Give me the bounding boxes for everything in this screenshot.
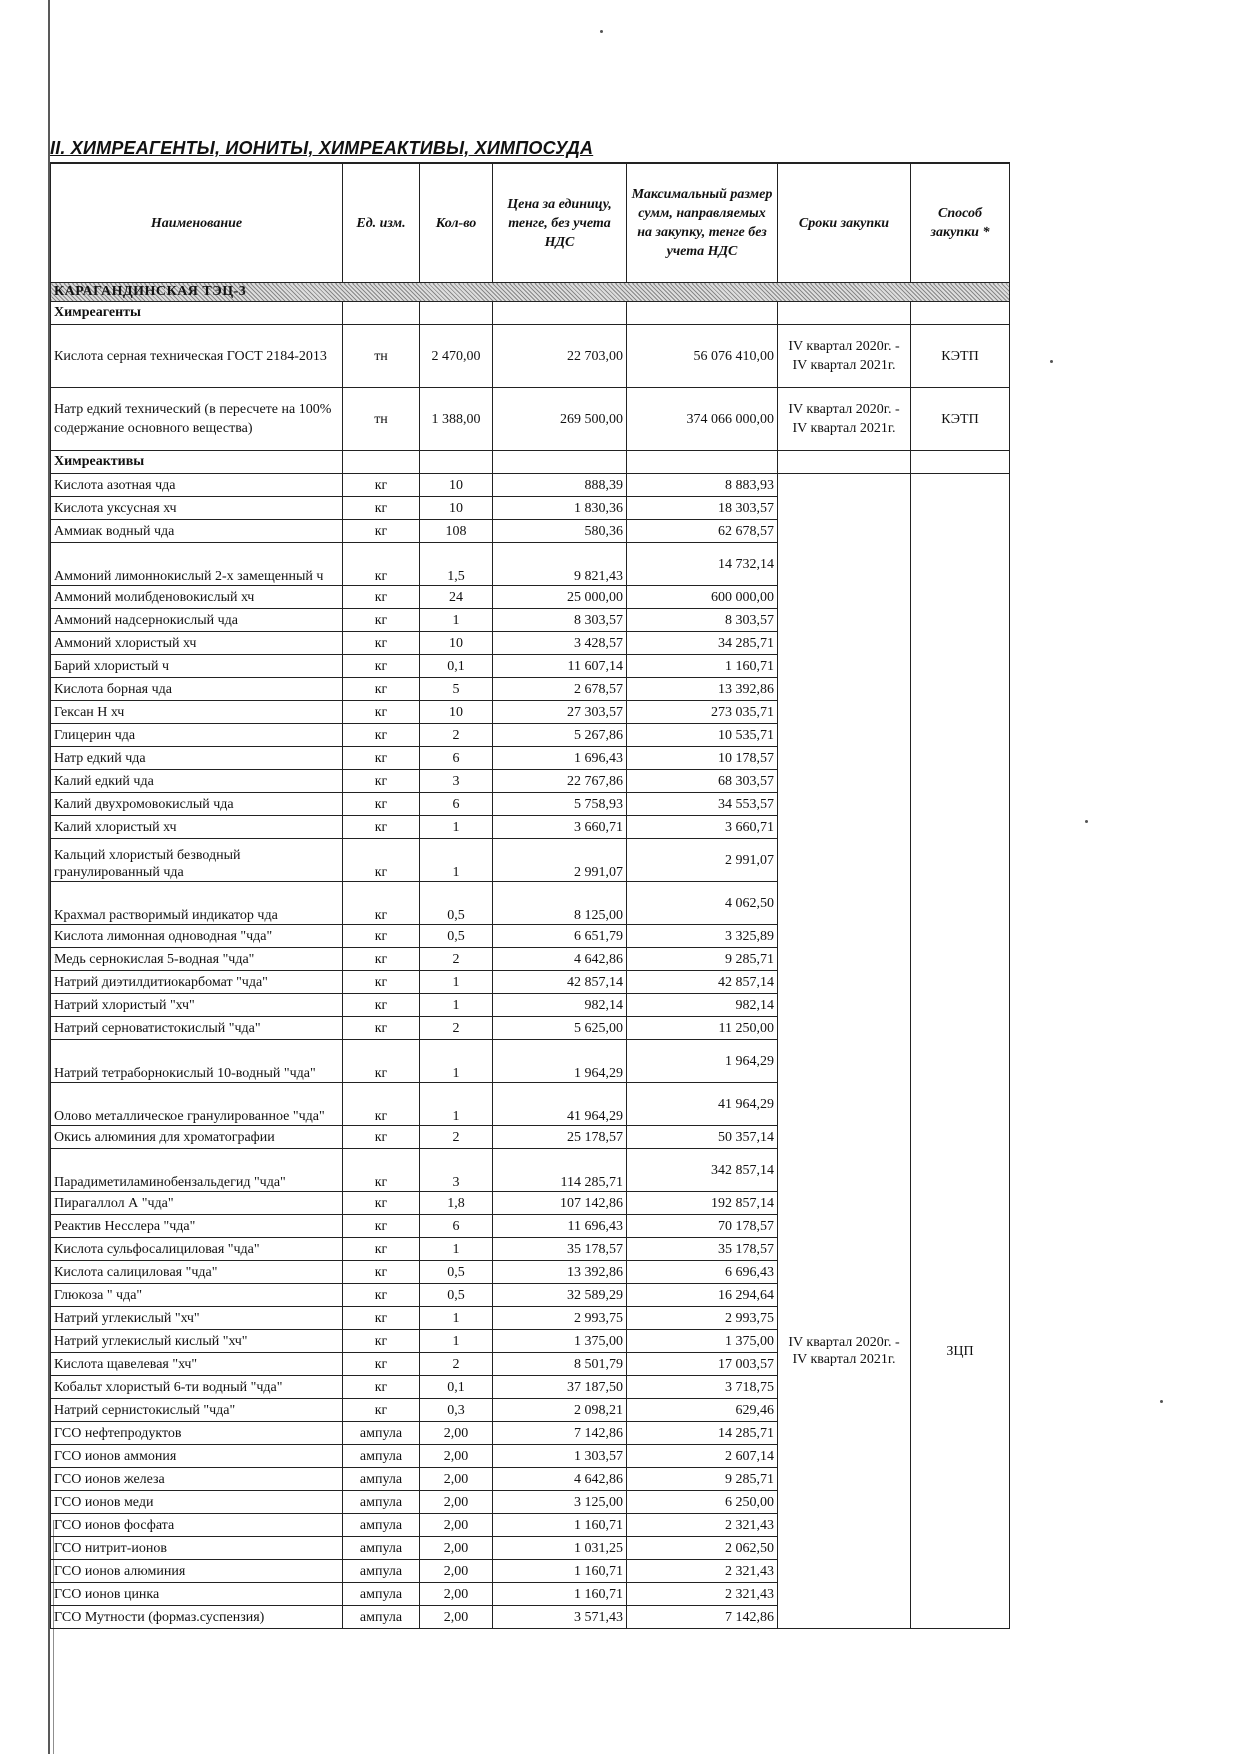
item-unit: кг bbox=[343, 971, 420, 994]
header-price: Цена за единицу, тенге, без учета НДС bbox=[493, 163, 627, 283]
item-price: 1 160,71 bbox=[493, 1514, 627, 1537]
item-price: 114 285,71 bbox=[493, 1149, 627, 1192]
item-qty: 1 bbox=[420, 994, 493, 1017]
item-price: 888,39 bbox=[493, 474, 627, 497]
item-name: Кальций хлористый безводный гранулированный чда bbox=[51, 839, 343, 882]
item-unit: кг bbox=[343, 609, 420, 632]
item-price: 4 642,86 bbox=[493, 1468, 627, 1491]
item-qty: 0,1 bbox=[420, 655, 493, 678]
item-price: 269 500,00 bbox=[493, 388, 627, 451]
item-unit: кг bbox=[343, 543, 420, 586]
item-qty: 3 bbox=[420, 770, 493, 793]
item-unit: кг bbox=[343, 1376, 420, 1399]
item-total: 34 553,57 bbox=[627, 793, 778, 816]
procurement-table bbox=[50, 162, 1010, 1629]
item-qty: 1 bbox=[420, 1083, 493, 1126]
item-total: 9 285,71 bbox=[627, 1468, 778, 1491]
item-unit: кг bbox=[343, 1353, 420, 1376]
item-qty: 1 bbox=[420, 609, 493, 632]
item-unit: кг bbox=[343, 520, 420, 543]
item-unit: тн bbox=[343, 325, 420, 388]
item-total: 3 718,75 bbox=[627, 1376, 778, 1399]
item-name: ГСО ионов алюминия bbox=[51, 1560, 343, 1583]
item-price: 3 660,71 bbox=[493, 816, 627, 839]
scan-speck bbox=[1160, 1400, 1163, 1403]
item-unit: ампула bbox=[343, 1537, 420, 1560]
item-total: 600 000,00 bbox=[627, 586, 778, 609]
item-total: 42 857,14 bbox=[627, 971, 778, 994]
item-qty: 5 bbox=[420, 678, 493, 701]
item-name: Натрий углекислый кислый "хч" bbox=[51, 1330, 343, 1353]
item-price: 5 625,00 bbox=[493, 1017, 627, 1040]
table-row bbox=[51, 388, 1010, 451]
item-price: 5 758,93 bbox=[493, 793, 627, 816]
item-qty: 1,8 bbox=[420, 1192, 493, 1215]
item-price: 6 651,79 bbox=[493, 925, 627, 948]
item-price: 580,36 bbox=[493, 520, 627, 543]
item-price: 22 703,00 bbox=[493, 325, 627, 388]
item-total: 62 678,57 bbox=[627, 520, 778, 543]
item-unit: ампула bbox=[343, 1606, 420, 1629]
item-total: 2 062,50 bbox=[627, 1537, 778, 1560]
item-name: ГСО нефтепродуктов bbox=[51, 1422, 343, 1445]
header-name: Наименование bbox=[51, 163, 343, 283]
item-price: 37 187,50 bbox=[493, 1376, 627, 1399]
item-unit: кг bbox=[343, 994, 420, 1017]
header-max-sum: Максимальный размер сумм, направляемых на закупку, тенге без учета НДС bbox=[627, 163, 778, 283]
item-qty: 2,00 bbox=[420, 1606, 493, 1629]
item-name: ГСО Мутности (формаз.суспензия) bbox=[51, 1606, 343, 1629]
item-total: 273 035,71 bbox=[627, 701, 778, 724]
item-total: 1 964,29 bbox=[627, 1040, 778, 1083]
item-name: Аммиак водный чда bbox=[51, 520, 343, 543]
item-unit: ампула bbox=[343, 1491, 420, 1514]
item-qty: 6 bbox=[420, 747, 493, 770]
item-qty: 2 bbox=[420, 1353, 493, 1376]
item-total: 6 696,43 bbox=[627, 1261, 778, 1284]
item-name: Натр едкий чда bbox=[51, 747, 343, 770]
item-name: Кислота борная чда bbox=[51, 678, 343, 701]
item-name: ГСО ионов цинка bbox=[51, 1583, 343, 1606]
item-total: 6 250,00 bbox=[627, 1491, 778, 1514]
item-qty: 0,1 bbox=[420, 1376, 493, 1399]
item-price: 3 428,57 bbox=[493, 632, 627, 655]
item-name: Кобальт хлористый 6-ти водный "чда" bbox=[51, 1376, 343, 1399]
item-qty: 3 bbox=[420, 1149, 493, 1192]
item-price: 1 375,00 bbox=[493, 1330, 627, 1353]
item-unit: кг bbox=[343, 1307, 420, 1330]
item-unit: кг bbox=[343, 474, 420, 497]
item-qty: 2 bbox=[420, 1017, 493, 1040]
item-name: Натрий углекислый "хч" bbox=[51, 1307, 343, 1330]
item-unit: кг bbox=[343, 882, 420, 925]
item-total: 68 303,57 bbox=[627, 770, 778, 793]
item-unit: кг bbox=[343, 839, 420, 882]
item-name: ГСО ионов железа bbox=[51, 1468, 343, 1491]
item-unit: кг bbox=[343, 655, 420, 678]
item-unit: кг bbox=[343, 1040, 420, 1083]
scan-speck bbox=[1050, 360, 1053, 363]
item-method: КЭТП bbox=[911, 325, 1010, 388]
item-price: 42 857,14 bbox=[493, 971, 627, 994]
item-unit: кг bbox=[343, 632, 420, 655]
item-unit: кг bbox=[343, 724, 420, 747]
item-qty: 2 bbox=[420, 1126, 493, 1149]
item-name: Окись алюминия для хроматографии bbox=[51, 1126, 343, 1149]
section-label: Химреагенты bbox=[51, 302, 343, 325]
item-price: 8 125,00 bbox=[493, 882, 627, 925]
item-qty: 0,5 bbox=[420, 1261, 493, 1284]
item-name: Олово металлическое гранулированное "чда" bbox=[51, 1083, 343, 1126]
item-total: 56 076 410,00 bbox=[627, 325, 778, 388]
item-unit: кг bbox=[343, 497, 420, 520]
item-unit: кг bbox=[343, 586, 420, 609]
item-unit: ампула bbox=[343, 1445, 420, 1468]
item-total: 10 535,71 bbox=[627, 724, 778, 747]
section-title: II. ХИМРЕАГЕНТЫ, ИОНИТЫ, ХИМРЕАКТИВЫ, ХИМПОСУДА bbox=[50, 138, 594, 158]
item-name: Натрий хлористый "хч" bbox=[51, 994, 343, 1017]
item-name: Гексан Н хч bbox=[51, 701, 343, 724]
table-row bbox=[51, 474, 1010, 497]
item-name: Кислота щавелевая "хч" bbox=[51, 1353, 343, 1376]
item-price: 1 160,71 bbox=[493, 1560, 627, 1583]
item-qty: 2 470,00 bbox=[420, 325, 493, 388]
item-qty: 0,5 bbox=[420, 925, 493, 948]
item-name: Глицерин чда bbox=[51, 724, 343, 747]
item-unit: кг bbox=[343, 1330, 420, 1353]
item-name: Кислота азотная чда bbox=[51, 474, 343, 497]
section-row bbox=[51, 451, 1010, 474]
item-total: 3 660,71 bbox=[627, 816, 778, 839]
item-total: 18 303,57 bbox=[627, 497, 778, 520]
item-qty: 1 bbox=[420, 1307, 493, 1330]
item-price: 8 501,79 bbox=[493, 1353, 627, 1376]
item-total: 2 607,14 bbox=[627, 1445, 778, 1468]
item-unit: кг bbox=[343, 1238, 420, 1261]
group-row bbox=[51, 283, 1010, 302]
item-price: 11 696,43 bbox=[493, 1215, 627, 1238]
item-name: Натрий тетраборнокислый 10-водный "чда" bbox=[51, 1040, 343, 1083]
item-price: 1 031,25 bbox=[493, 1537, 627, 1560]
item-qty: 2,00 bbox=[420, 1583, 493, 1606]
item-name: Аммоний хлористый хч bbox=[51, 632, 343, 655]
scan-speck bbox=[600, 30, 603, 33]
item-price: 4 642,86 bbox=[493, 948, 627, 971]
item-total: 3 325,89 bbox=[627, 925, 778, 948]
item-total: 14 285,71 bbox=[627, 1422, 778, 1445]
item-total: 14 732,14 bbox=[627, 543, 778, 586]
item-qty: 2,00 bbox=[420, 1468, 493, 1491]
item-name: Калий едкий чда bbox=[51, 770, 343, 793]
item-total: 35 178,57 bbox=[627, 1238, 778, 1261]
item-qty: 0,5 bbox=[420, 1284, 493, 1307]
item-name: ГСО нитрит-ионов bbox=[51, 1537, 343, 1560]
item-price: 41 964,29 bbox=[493, 1083, 627, 1126]
reactives-terms: IV квартал 2020г. - IV квартал 2021г. bbox=[778, 474, 911, 1629]
item-unit: кг bbox=[343, 1126, 420, 1149]
item-unit: кг bbox=[343, 1215, 420, 1238]
item-unit: ампула bbox=[343, 1468, 420, 1491]
item-unit: кг bbox=[343, 1149, 420, 1192]
item-qty: 10 bbox=[420, 497, 493, 520]
item-total: 10 178,57 bbox=[627, 747, 778, 770]
item-total: 34 285,71 bbox=[627, 632, 778, 655]
item-name: Кислота сульфосалициловая "чда" bbox=[51, 1238, 343, 1261]
item-price: 1 964,29 bbox=[493, 1040, 627, 1083]
item-unit: кг bbox=[343, 793, 420, 816]
item-unit: ампула bbox=[343, 1583, 420, 1606]
item-unit: кг bbox=[343, 1399, 420, 1422]
header-unit: Ед. изм. bbox=[343, 163, 420, 283]
item-price: 107 142,86 bbox=[493, 1192, 627, 1215]
item-method: КЭТП bbox=[911, 388, 1010, 451]
item-qty: 1 bbox=[420, 816, 493, 839]
item-total: 342 857,14 bbox=[627, 1149, 778, 1192]
item-price: 1 830,36 bbox=[493, 497, 627, 520]
item-total: 2 321,43 bbox=[627, 1583, 778, 1606]
item-name: Натр едкий технический (в пересчете на 100% содержание основного вещества) bbox=[51, 388, 343, 451]
item-qty: 6 bbox=[420, 793, 493, 816]
item-unit: кг bbox=[343, 816, 420, 839]
item-price: 1 696,43 bbox=[493, 747, 627, 770]
item-qty: 2,00 bbox=[420, 1491, 493, 1514]
item-name: Кислота серная техническая ГОСТ 2184-2013 bbox=[51, 325, 343, 388]
item-total: 70 178,57 bbox=[627, 1215, 778, 1238]
item-unit: кг bbox=[343, 1017, 420, 1040]
group-name: КАРАГАНДИНСКАЯ ТЭЦ-3 bbox=[51, 283, 1010, 302]
item-total: 192 857,14 bbox=[627, 1192, 778, 1215]
item-price: 8 303,57 bbox=[493, 609, 627, 632]
item-price: 2 678,57 bbox=[493, 678, 627, 701]
item-total: 2 321,43 bbox=[627, 1514, 778, 1537]
item-unit: кг bbox=[343, 747, 420, 770]
item-name: Калий двухромовокислый чда bbox=[51, 793, 343, 816]
header-terms: Сроки закупки bbox=[778, 163, 911, 283]
header-method: Способ закупки * bbox=[911, 163, 1010, 283]
item-price: 3 571,43 bbox=[493, 1606, 627, 1629]
item-name: Кислота уксусная хч bbox=[51, 497, 343, 520]
scan-speck bbox=[1085, 820, 1088, 823]
item-qty: 10 bbox=[420, 701, 493, 724]
item-price: 9 821,43 bbox=[493, 543, 627, 586]
item-total: 4 062,50 bbox=[627, 882, 778, 925]
item-unit: ампула bbox=[343, 1422, 420, 1445]
item-unit: кг bbox=[343, 678, 420, 701]
item-name: Натрий серноватистокислый "чда" bbox=[51, 1017, 343, 1040]
item-name: Барий хлористый ч bbox=[51, 655, 343, 678]
item-terms: IV квартал 2020г. - IV квартал 2021г. bbox=[778, 388, 911, 451]
item-total: 374 066 000,00 bbox=[627, 388, 778, 451]
item-name: Натрий диэтилдитиокарбомат "чда" bbox=[51, 971, 343, 994]
item-price: 11 607,14 bbox=[493, 655, 627, 678]
item-qty: 2,00 bbox=[420, 1422, 493, 1445]
item-name: Пирагаллол А "чда" bbox=[51, 1192, 343, 1215]
item-qty: 2,00 bbox=[420, 1514, 493, 1537]
item-unit: кг bbox=[343, 701, 420, 724]
item-qty: 6 bbox=[420, 1215, 493, 1238]
item-name: Медь сернокислая 5-водная "чда" bbox=[51, 948, 343, 971]
item-price: 2 993,75 bbox=[493, 1307, 627, 1330]
item-qty: 0,5 bbox=[420, 882, 493, 925]
item-name: ГСО ионов аммония bbox=[51, 1445, 343, 1468]
item-qty: 2,00 bbox=[420, 1560, 493, 1583]
item-qty: 1 388,00 bbox=[420, 388, 493, 451]
item-unit: ампула bbox=[343, 1514, 420, 1537]
item-qty: 1 bbox=[420, 971, 493, 994]
item-name: Калий хлористый хч bbox=[51, 816, 343, 839]
item-price: 5 267,86 bbox=[493, 724, 627, 747]
item-name: Кислота салициловая "чда" bbox=[51, 1261, 343, 1284]
table-row bbox=[51, 325, 1010, 388]
item-total: 8 883,93 bbox=[627, 474, 778, 497]
item-qty: 0,3 bbox=[420, 1399, 493, 1422]
item-price: 32 589,29 bbox=[493, 1284, 627, 1307]
item-total: 2 993,75 bbox=[627, 1307, 778, 1330]
item-unit: кг bbox=[343, 948, 420, 971]
item-name: Аммоний лимоннокислый 2-х замещенный ч bbox=[51, 543, 343, 586]
item-name: Кислота лимонная одноводная "чда" bbox=[51, 925, 343, 948]
item-price: 1 160,71 bbox=[493, 1583, 627, 1606]
item-price: 22 767,86 bbox=[493, 770, 627, 793]
item-price: 2 991,07 bbox=[493, 839, 627, 882]
item-qty: 1,5 bbox=[420, 543, 493, 586]
item-unit: ампула bbox=[343, 1560, 420, 1583]
item-unit: кг bbox=[343, 1261, 420, 1284]
item-total: 629,46 bbox=[627, 1399, 778, 1422]
item-price: 982,14 bbox=[493, 994, 627, 1017]
item-unit: кг bbox=[343, 770, 420, 793]
item-terms: IV квартал 2020г. - IV квартал 2021г. bbox=[778, 325, 911, 388]
item-qty: 2,00 bbox=[420, 1537, 493, 1560]
item-name: Натрий сернистокислый "чда" bbox=[51, 1399, 343, 1422]
item-name: ГСО ионов фосфата bbox=[51, 1514, 343, 1537]
item-qty: 108 bbox=[420, 520, 493, 543]
item-name: Крахмал растворимый индикатор чда bbox=[51, 882, 343, 925]
item-qty: 1 bbox=[420, 1330, 493, 1353]
item-qty: 2,00 bbox=[420, 1445, 493, 1468]
item-name: Реактив Несслера "чда" bbox=[51, 1215, 343, 1238]
item-price: 3 125,00 bbox=[493, 1491, 627, 1514]
header-qty: Кол-во bbox=[420, 163, 493, 283]
item-price: 25 178,57 bbox=[493, 1126, 627, 1149]
item-total: 982,14 bbox=[627, 994, 778, 1017]
item-price: 13 392,86 bbox=[493, 1261, 627, 1284]
item-price: 35 178,57 bbox=[493, 1238, 627, 1261]
item-total: 13 392,86 bbox=[627, 678, 778, 701]
table-header-row bbox=[51, 163, 1010, 283]
item-total: 9 285,71 bbox=[627, 948, 778, 971]
item-name: ГСО ионов меди bbox=[51, 1491, 343, 1514]
item-price: 2 098,21 bbox=[493, 1399, 627, 1422]
item-qty: 10 bbox=[420, 474, 493, 497]
item-total: 16 294,64 bbox=[627, 1284, 778, 1307]
item-unit: кг bbox=[343, 1083, 420, 1126]
item-total: 41 964,29 bbox=[627, 1083, 778, 1126]
item-total: 7 142,86 bbox=[627, 1606, 778, 1629]
item-qty: 24 bbox=[420, 586, 493, 609]
item-total: 1 375,00 bbox=[627, 1330, 778, 1353]
item-total: 2 321,43 bbox=[627, 1560, 778, 1583]
item-total: 50 357,14 bbox=[627, 1126, 778, 1149]
item-qty: 10 bbox=[420, 632, 493, 655]
item-unit: тн bbox=[343, 388, 420, 451]
item-unit: кг bbox=[343, 925, 420, 948]
item-name: Парадиметиламинобензальдегид "чда" bbox=[51, 1149, 343, 1192]
item-unit: кг bbox=[343, 1284, 420, 1307]
section-label: Химреактивы bbox=[51, 451, 343, 474]
item-qty: 2 bbox=[420, 948, 493, 971]
item-total: 17 003,57 bbox=[627, 1353, 778, 1376]
reactives-method: ЗЦП bbox=[911, 474, 1010, 1629]
item-unit: кг bbox=[343, 1192, 420, 1215]
item-price: 25 000,00 bbox=[493, 586, 627, 609]
item-price: 7 142,86 bbox=[493, 1422, 627, 1445]
item-qty: 1 bbox=[420, 1040, 493, 1083]
item-qty: 2 bbox=[420, 724, 493, 747]
item-qty: 1 bbox=[420, 1238, 493, 1261]
item-name: Аммоний молибденовокислый хч bbox=[51, 586, 343, 609]
item-total: 2 991,07 bbox=[627, 839, 778, 882]
item-total: 8 303,57 bbox=[627, 609, 778, 632]
item-price: 1 303,57 bbox=[493, 1445, 627, 1468]
item-qty: 1 bbox=[420, 839, 493, 882]
item-total: 1 160,71 bbox=[627, 655, 778, 678]
item-name: Глюкоза " чда" bbox=[51, 1284, 343, 1307]
item-price: 27 303,57 bbox=[493, 701, 627, 724]
item-name: Аммоний надсернокислый чда bbox=[51, 609, 343, 632]
section-row bbox=[51, 302, 1010, 325]
item-total: 11 250,00 bbox=[627, 1017, 778, 1040]
